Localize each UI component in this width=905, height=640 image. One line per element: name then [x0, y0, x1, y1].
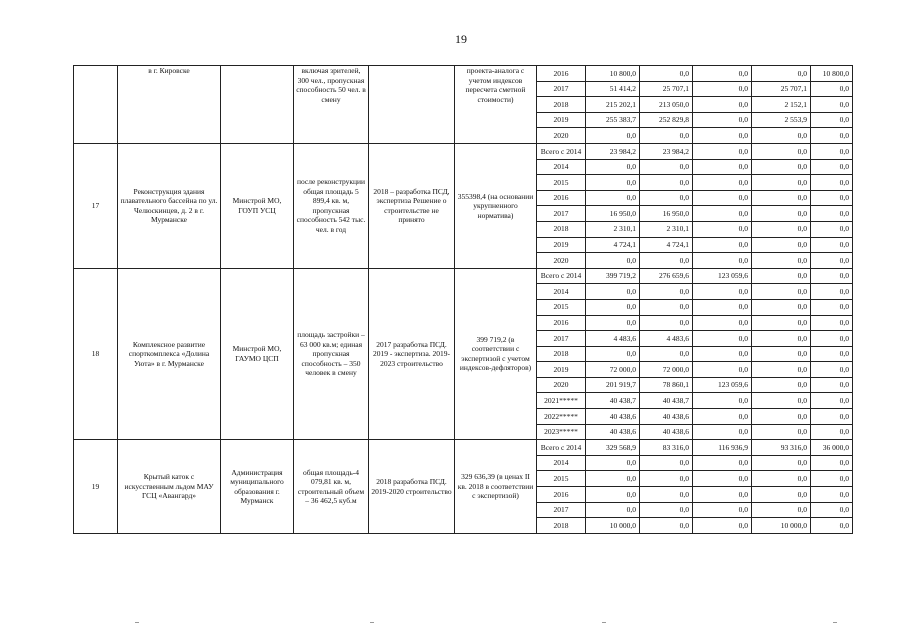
- total-cell: 0,0: [586, 471, 640, 487]
- other-sources-cell: 0,0: [811, 143, 853, 159]
- local-budget-cell: 2 553,9: [752, 112, 811, 128]
- capacity-cell: площадь застройки – 63 000 кв.м; единая пропускная способность – 350 человек в смену: [294, 268, 369, 440]
- year-cell: 2020: [537, 377, 586, 393]
- total-cell: 0,0: [586, 502, 640, 518]
- federal-budget-cell: 0,0: [693, 284, 752, 300]
- regional-budget-cell: 78 860,1: [640, 377, 693, 393]
- federal-budget-cell: 0,0: [693, 143, 752, 159]
- year-cell: 2015: [537, 299, 586, 315]
- other-sources-cell: 0,0: [811, 175, 853, 191]
- total-cell: 0,0: [586, 455, 640, 471]
- local-budget-cell: 0,0: [752, 393, 811, 409]
- year-cell: 2019: [537, 237, 586, 253]
- regional-budget-cell: 0,0: [640, 190, 693, 206]
- federal-budget-cell: 123 059,6: [693, 377, 752, 393]
- regional-budget-cell: 0,0: [640, 346, 693, 362]
- total-cell: 4 483,6: [586, 331, 640, 347]
- capacity-cell: общая площадь-4 079,81 кв. м, строительный объем – 36 462,5 куб.м: [294, 440, 369, 534]
- project-name-cell: Крытый каток с искусственным льдом МАУ ГСЦ «Авангард»: [118, 440, 221, 534]
- total-cell: 0,0: [586, 346, 640, 362]
- project-number-cell: 18: [74, 268, 118, 440]
- year-cell: 2017: [537, 502, 586, 518]
- other-sources-cell: 0,0: [811, 487, 853, 503]
- local-budget-cell: 0,0: [752, 315, 811, 331]
- other-sources-cell: 0,0: [811, 253, 853, 269]
- other-sources-cell: 0,0: [811, 159, 853, 175]
- local-budget-cell: 0,0: [752, 377, 811, 393]
- other-sources-cell: 0,0: [811, 237, 853, 253]
- federal-budget-cell: 0,0: [693, 455, 752, 471]
- other-sources-cell: 0,0: [811, 424, 853, 440]
- local-budget-cell: 0,0: [752, 175, 811, 191]
- total-cell: 0,0: [586, 175, 640, 191]
- table-row: [74, 66, 853, 82]
- total-cell: 0,0: [586, 284, 640, 300]
- estimated-cost-cell: 399 719,2 (в соответствии с экспертизой с учетом индексов-дефляторов): [455, 268, 537, 440]
- regional-budget-cell: 25 707,1: [640, 81, 693, 97]
- regional-budget-cell: 40 438,7: [640, 393, 693, 409]
- other-sources-cell: 0,0: [811, 502, 853, 518]
- year-cell: 2018: [537, 97, 586, 113]
- regional-budget-cell: 72 000,0: [640, 362, 693, 378]
- federal-budget-cell: 0,0: [693, 97, 752, 113]
- year-cell: 2021*****: [537, 393, 586, 409]
- project-number-cell: 17: [74, 143, 118, 268]
- total-cell: 0,0: [586, 128, 640, 144]
- total-cell: 72 000,0: [586, 362, 640, 378]
- total-cell: 40 438,6: [586, 409, 640, 425]
- estimated-cost-cell: проекта-аналога с учетом индексов пересчета сметной стоимости): [455, 66, 537, 144]
- total-cell: 0,0: [586, 299, 640, 315]
- other-sources-cell: 0,0: [811, 393, 853, 409]
- year-cell: 2023*****: [537, 424, 586, 440]
- regional-budget-cell: 0,0: [640, 518, 693, 534]
- local-budget-cell: 0,0: [752, 206, 811, 222]
- regional-budget-cell: 213 050,0: [640, 97, 693, 113]
- page-number: 19: [455, 32, 467, 46]
- year-cell: 2018: [537, 518, 586, 534]
- year-cell: 2020: [537, 128, 586, 144]
- federal-budget-cell: 0,0: [693, 487, 752, 503]
- year-cell: 2016: [537, 487, 586, 503]
- regional-budget-cell: 252 829,8: [640, 112, 693, 128]
- other-sources-cell: 0,0: [811, 331, 853, 347]
- year-cell: Всего с 2014: [537, 440, 586, 456]
- year-cell: Всего с 2014: [537, 143, 586, 159]
- total-cell: 255 383,7: [586, 112, 640, 128]
- local-budget-cell: 0,0: [752, 284, 811, 300]
- regional-budget-cell: 0,0: [640, 253, 693, 269]
- federal-budget-cell: 0,0: [693, 237, 752, 253]
- total-cell: 399 719,2: [586, 268, 640, 284]
- year-cell: Всего с 2014: [537, 268, 586, 284]
- federal-budget-cell: 0,0: [693, 159, 752, 175]
- regional-budget-cell: 0,0: [640, 455, 693, 471]
- regional-budget-cell: 0,0: [640, 159, 693, 175]
- year-cell: 2018: [537, 221, 586, 237]
- investment-table: [73, 65, 853, 534]
- other-sources-cell: 0,0: [811, 455, 853, 471]
- regional-budget-cell: 0,0: [640, 315, 693, 331]
- local-budget-cell: 0,0: [752, 487, 811, 503]
- federal-budget-cell: 123 059,6: [693, 268, 752, 284]
- regional-budget-cell: 40 438,6: [640, 409, 693, 425]
- local-budget-cell: 0,0: [752, 190, 811, 206]
- total-cell: 0,0: [586, 159, 640, 175]
- federal-budget-cell: 0,0: [693, 331, 752, 347]
- customer-cell: Минстрой МО, ГАУМО ЦСП: [221, 268, 294, 440]
- year-cell: 2016: [537, 66, 586, 82]
- federal-budget-cell: 0,0: [693, 362, 752, 378]
- regional-budget-cell: 0,0: [640, 128, 693, 144]
- local-budget-cell: 0,0: [752, 362, 811, 378]
- other-sources-cell: 0,0: [811, 206, 853, 222]
- total-cell: 0,0: [586, 487, 640, 503]
- year-cell: 2017: [537, 81, 586, 97]
- regional-budget-cell: 2 310,1: [640, 221, 693, 237]
- local-budget-cell: 10 000,0: [752, 518, 811, 534]
- table-row: [74, 440, 853, 456]
- customer-cell: [221, 66, 294, 144]
- other-sources-cell: 0,0: [811, 268, 853, 284]
- other-sources-cell: 0,0: [811, 97, 853, 113]
- regional-budget-cell: 276 659,6: [640, 268, 693, 284]
- total-cell: 10 000,0: [586, 518, 640, 534]
- year-cell: 2015: [537, 175, 586, 191]
- stage-cell: [369, 66, 455, 144]
- other-sources-cell: 0,0: [811, 471, 853, 487]
- year-cell: 2015: [537, 471, 586, 487]
- regional-budget-cell: 0,0: [640, 471, 693, 487]
- regional-budget-cell: 16 950,0: [640, 206, 693, 222]
- federal-budget-cell: 0,0: [693, 393, 752, 409]
- year-cell: 2016: [537, 190, 586, 206]
- other-sources-cell: 0,0: [811, 190, 853, 206]
- regional-budget-cell: 4 724,1: [640, 237, 693, 253]
- federal-budget-cell: 0,0: [693, 471, 752, 487]
- local-budget-cell: 0,0: [752, 143, 811, 159]
- regional-budget-cell: 0,0: [640, 299, 693, 315]
- project-number-cell: [74, 66, 118, 144]
- total-cell: 2 310,1: [586, 221, 640, 237]
- other-sources-cell: 36 000,0: [811, 440, 853, 456]
- capacity-cell: после реконструкции общая площадь 5 899,4 кв. м, пропускная способность 542 тыс. чел. в год: [294, 143, 369, 268]
- other-sources-cell: 0,0: [811, 315, 853, 331]
- year-cell: 2014: [537, 159, 586, 175]
- total-cell: 201 919,7: [586, 377, 640, 393]
- regional-budget-cell: 4 483,6: [640, 331, 693, 347]
- total-cell: 4 724,1: [586, 237, 640, 253]
- federal-budget-cell: 0,0: [693, 502, 752, 518]
- estimated-cost-cell: 355398,4 (на основании укрупненного норматива): [455, 143, 537, 268]
- project-number-cell: 19: [74, 440, 118, 534]
- federal-budget-cell: 116 936,9: [693, 440, 752, 456]
- other-sources-cell: 0,0: [811, 221, 853, 237]
- regional-budget-cell: 40 438,6: [640, 424, 693, 440]
- other-sources-cell: 10 800,0: [811, 66, 853, 82]
- total-cell: 40 438,7: [586, 393, 640, 409]
- local-budget-cell: 0,0: [752, 471, 811, 487]
- year-cell: 2022*****: [537, 409, 586, 425]
- other-sources-cell: 0,0: [811, 128, 853, 144]
- total-cell: 0,0: [586, 253, 640, 269]
- federal-budget-cell: 0,0: [693, 409, 752, 425]
- local-budget-cell: 2 152,1: [752, 97, 811, 113]
- project-name-cell: Комплексное развитие спорткомплекса «Долина Уюта» в г. Мурманске: [118, 268, 221, 440]
- local-budget-cell: 93 316,0: [752, 440, 811, 456]
- total-cell: 23 984,2: [586, 143, 640, 159]
- local-budget-cell: 0,0: [752, 331, 811, 347]
- federal-budget-cell: 0,0: [693, 424, 752, 440]
- year-cell: 2020: [537, 253, 586, 269]
- total-cell: 215 202,1: [586, 97, 640, 113]
- local-budget-cell: 0,0: [752, 221, 811, 237]
- stage-cell: 2017 разработка ПСД. 2019 - экспертиза. 2019-2023 строительство: [369, 268, 455, 440]
- regional-budget-cell: 0,0: [640, 487, 693, 503]
- local-budget-cell: 0,0: [752, 299, 811, 315]
- federal-budget-cell: 0,0: [693, 112, 752, 128]
- total-cell: 51 414,2: [586, 81, 640, 97]
- year-cell: 2016: [537, 315, 586, 331]
- federal-budget-cell: 0,0: [693, 128, 752, 144]
- customer-cell: Администрация муниципального образования г. Мурманск: [221, 440, 294, 534]
- other-sources-cell: 0,0: [811, 377, 853, 393]
- local-budget-cell: 0,0: [752, 502, 811, 518]
- federal-budget-cell: 0,0: [693, 175, 752, 191]
- local-budget-cell: 0,0: [752, 346, 811, 362]
- local-budget-cell: 0,0: [752, 455, 811, 471]
- local-budget-cell: 0,0: [752, 128, 811, 144]
- stage-cell: 2018 – разработка ПСД, экспертиза Решение о строительстве не принято: [369, 143, 455, 268]
- year-cell: 2017: [537, 331, 586, 347]
- federal-budget-cell: 0,0: [693, 315, 752, 331]
- local-budget-cell: 0,0: [752, 424, 811, 440]
- other-sources-cell: 0,0: [811, 299, 853, 315]
- total-cell: 10 800,0: [586, 66, 640, 82]
- project-name-cell: Реконструкция здания плавательного бассейна по ул. Челюскинцев, д. 2 в г. Мурманске: [118, 143, 221, 268]
- total-cell: 0,0: [586, 315, 640, 331]
- local-budget-cell: 0,0: [752, 409, 811, 425]
- regional-budget-cell: 0,0: [640, 502, 693, 518]
- other-sources-cell: 0,0: [811, 81, 853, 97]
- total-cell: 40 438,6: [586, 424, 640, 440]
- year-cell: 2019: [537, 112, 586, 128]
- other-sources-cell: 0,0: [811, 346, 853, 362]
- regional-budget-cell: 0,0: [640, 66, 693, 82]
- total-cell: 16 950,0: [586, 206, 640, 222]
- regional-budget-cell: 0,0: [640, 175, 693, 191]
- regional-budget-cell: 83 316,0: [640, 440, 693, 456]
- estimated-cost-cell: 329 636,39 (в ценах II кв. 2018 в соответствии с экспертизой): [455, 440, 537, 534]
- federal-budget-cell: 0,0: [693, 518, 752, 534]
- local-budget-cell: 0,0: [752, 159, 811, 175]
- regional-budget-cell: 0,0: [640, 284, 693, 300]
- federal-budget-cell: 0,0: [693, 253, 752, 269]
- total-cell: 329 568,9: [586, 440, 640, 456]
- other-sources-cell: 0,0: [811, 112, 853, 128]
- capacity-cell: включая зрителей, 300 чел., пропускная способность 50 чел. в смену: [294, 66, 369, 144]
- total-cell: 0,0: [586, 190, 640, 206]
- regional-budget-cell: 23 984,2: [640, 143, 693, 159]
- federal-budget-cell: 0,0: [693, 221, 752, 237]
- local-budget-cell: 25 707,1: [752, 81, 811, 97]
- year-cell: 2017: [537, 206, 586, 222]
- federal-budget-cell: 0,0: [693, 81, 752, 97]
- year-cell: 2014: [537, 284, 586, 300]
- federal-budget-cell: 0,0: [693, 66, 752, 82]
- other-sources-cell: 0,0: [811, 518, 853, 534]
- local-budget-cell: 0,0: [752, 268, 811, 284]
- federal-budget-cell: 0,0: [693, 190, 752, 206]
- federal-budget-cell: 0,0: [693, 346, 752, 362]
- stage-cell: 2018 разработка ПСД. 2019-2020 строительство: [369, 440, 455, 534]
- local-budget-cell: 0,0: [752, 66, 811, 82]
- table-row: [74, 143, 853, 159]
- other-sources-cell: 0,0: [811, 409, 853, 425]
- other-sources-cell: 0,0: [811, 362, 853, 378]
- federal-budget-cell: 0,0: [693, 299, 752, 315]
- project-name-cell: в г. Кировске: [118, 66, 221, 144]
- customer-cell: Минстрой МО, ГОУП УСЦ: [221, 143, 294, 268]
- local-budget-cell: 0,0: [752, 253, 811, 269]
- local-budget-cell: 0,0: [752, 237, 811, 253]
- year-cell: 2019: [537, 362, 586, 378]
- federal-budget-cell: 0,0: [693, 206, 752, 222]
- year-cell: 2014: [537, 455, 586, 471]
- table-row: [74, 268, 853, 284]
- other-sources-cell: 0,0: [811, 284, 853, 300]
- year-cell: 2018: [537, 346, 586, 362]
